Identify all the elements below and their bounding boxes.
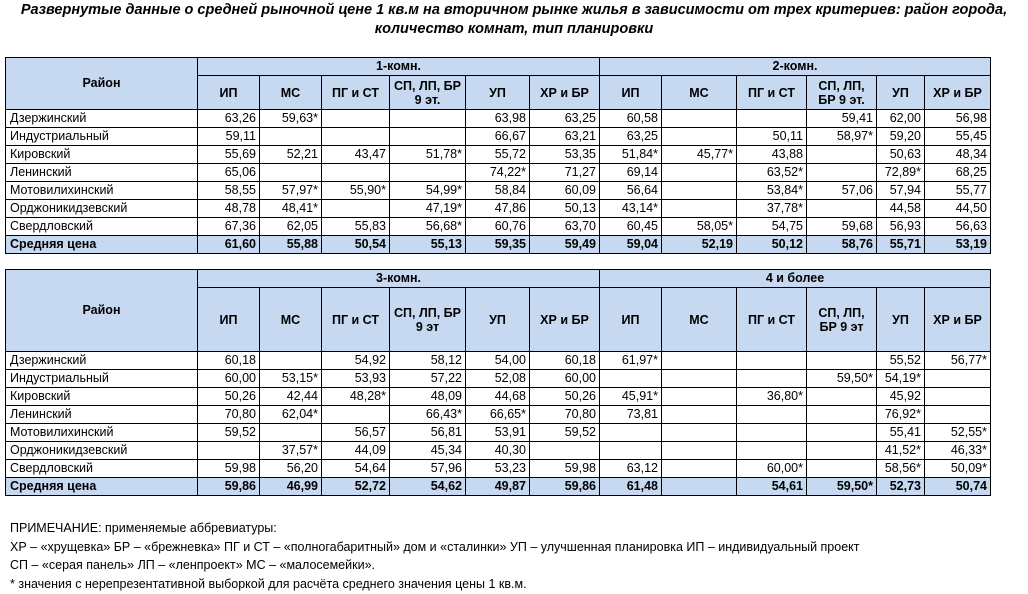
district-row bbox=[6, 352, 991, 370]
group-header-row bbox=[6, 270, 991, 288]
layout-type-header: УП bbox=[466, 288, 530, 352]
price-cell: 53,15* bbox=[260, 370, 322, 388]
price-cell bbox=[662, 478, 737, 496]
room-group-header: 1-комн. bbox=[198, 58, 600, 76]
price-cell: 50,54 bbox=[322, 236, 390, 254]
price-cell: 63,70 bbox=[530, 218, 600, 236]
price-cell: 53,91 bbox=[466, 424, 530, 442]
price-cell: 62,05 bbox=[260, 218, 322, 236]
price-cell: 58,97* bbox=[807, 128, 877, 146]
price-cell: 53,35 bbox=[530, 146, 600, 164]
layout-type-header: ИП bbox=[198, 288, 260, 352]
price-cell: 48,34 bbox=[925, 146, 991, 164]
price-cell bbox=[600, 370, 662, 388]
district-name: Средняя цена bbox=[6, 478, 198, 496]
district-name: Средняя цена bbox=[6, 236, 198, 254]
price-cell: 54,19* bbox=[877, 370, 925, 388]
price-cell: 59,20 bbox=[877, 128, 925, 146]
price-cell: 46,99 bbox=[260, 478, 322, 496]
price-cell: 61,97* bbox=[600, 352, 662, 370]
layout-type-header: МС bbox=[662, 288, 737, 352]
district-name: Ленинский bbox=[6, 164, 198, 182]
price-cell: 59,50* bbox=[807, 478, 877, 496]
price-cell: 50,13 bbox=[530, 200, 600, 218]
price-cell: 58,76 bbox=[807, 236, 877, 254]
price-cell bbox=[662, 352, 737, 370]
price-cell: 66,67 bbox=[466, 128, 530, 146]
layout-type-header: СП, ЛП, БР 9 эт. bbox=[390, 76, 466, 110]
price-cell: 54,61 bbox=[737, 478, 807, 496]
price-cell: 54,62 bbox=[390, 478, 466, 496]
layout-type-header: ПГ и СТ bbox=[322, 76, 390, 110]
price-cell bbox=[390, 128, 466, 146]
price-cell: 53,93 bbox=[322, 370, 390, 388]
district-name: Орджоникидзевский bbox=[6, 442, 198, 460]
price-cell: 74,22* bbox=[466, 164, 530, 182]
price-cell bbox=[662, 164, 737, 182]
district-row bbox=[6, 164, 991, 182]
price-cell: 48,28* bbox=[322, 388, 390, 406]
price-table-3-4-rooms bbox=[5, 269, 991, 496]
district-row bbox=[6, 182, 991, 200]
price-cell: 36,80* bbox=[737, 388, 807, 406]
price-cell: 50,26 bbox=[198, 388, 260, 406]
price-cell: 63,98 bbox=[466, 110, 530, 128]
price-cell: 58,12 bbox=[390, 352, 466, 370]
price-cell: 56,57 bbox=[322, 424, 390, 442]
price-cell bbox=[390, 110, 466, 128]
price-cell: 60,00* bbox=[737, 460, 807, 478]
price-cell: 59,49 bbox=[530, 236, 600, 254]
price-cell: 37,57* bbox=[260, 442, 322, 460]
price-cell: 47,19* bbox=[390, 200, 466, 218]
room-group-header: 4 и более bbox=[600, 270, 991, 288]
price-cell: 58,84 bbox=[466, 182, 530, 200]
price-cell: 63,25 bbox=[600, 128, 662, 146]
page-title: Развернутые данные о средней рыночной цене 1 кв.м на вторичном рынке жилья в зависимости от трех критериев: район города, количество комнат, тип планировки bbox=[20, 2, 1008, 37]
price-cell: 43,47 bbox=[322, 146, 390, 164]
price-cell: 56,64 bbox=[600, 182, 662, 200]
price-cell: 55,88 bbox=[260, 236, 322, 254]
layout-type-header: ИП bbox=[198, 76, 260, 110]
price-cell bbox=[198, 442, 260, 460]
price-cell: 50,74 bbox=[925, 478, 991, 496]
price-cell: 45,92 bbox=[877, 388, 925, 406]
district-name: Дзержинский bbox=[6, 110, 198, 128]
price-cell: 71,27 bbox=[530, 164, 600, 182]
price-cell: 52,19 bbox=[662, 236, 737, 254]
price-cell: 52,72 bbox=[322, 478, 390, 496]
price-cell: 45,91* bbox=[600, 388, 662, 406]
price-cell: 60,09 bbox=[530, 182, 600, 200]
price-cell: 73,81 bbox=[600, 406, 662, 424]
price-cell: 62,04* bbox=[260, 406, 322, 424]
price-cell: 70,80 bbox=[198, 406, 260, 424]
price-cell: 63,12 bbox=[600, 460, 662, 478]
price-cell: 63,26 bbox=[198, 110, 260, 128]
price-cell: 59,50* bbox=[807, 370, 877, 388]
price-cell: 49,87 bbox=[466, 478, 530, 496]
price-cell: 37,78* bbox=[737, 200, 807, 218]
district-name: Дзержинский bbox=[6, 352, 198, 370]
price-cell: 55,69 bbox=[198, 146, 260, 164]
price-cell bbox=[260, 424, 322, 442]
price-cell bbox=[662, 182, 737, 200]
price-cell bbox=[925, 370, 991, 388]
layout-type-header: МС bbox=[662, 76, 737, 110]
price-cell: 53,23 bbox=[466, 460, 530, 478]
price-cell: 57,97* bbox=[260, 182, 322, 200]
price-cell: 47,86 bbox=[466, 200, 530, 218]
price-cell: 56,77* bbox=[925, 352, 991, 370]
price-cell: 55,52 bbox=[877, 352, 925, 370]
price-cell: 53,84* bbox=[737, 182, 807, 200]
price-cell: 42,44 bbox=[260, 388, 322, 406]
price-cell bbox=[662, 110, 737, 128]
price-cell: 59,52 bbox=[530, 424, 600, 442]
room-group-header: 2-комн. bbox=[600, 58, 991, 76]
price-cell: 56,63 bbox=[925, 218, 991, 236]
price-cell bbox=[530, 442, 600, 460]
price-cell: 63,25 bbox=[530, 110, 600, 128]
layout-type-header: ИП bbox=[600, 288, 662, 352]
price-cell: 69,14 bbox=[600, 164, 662, 182]
room-group-header: 3-комн. bbox=[198, 270, 600, 288]
price-cell bbox=[807, 406, 877, 424]
price-cell: 60,00 bbox=[198, 370, 260, 388]
price-cell bbox=[807, 146, 877, 164]
district-name: Кировский bbox=[6, 388, 198, 406]
price-cell: 70,80 bbox=[530, 406, 600, 424]
layout-type-header: УП bbox=[877, 288, 925, 352]
price-cell bbox=[737, 352, 807, 370]
price-cell bbox=[807, 388, 877, 406]
price-cell bbox=[737, 110, 807, 128]
price-cell bbox=[737, 370, 807, 388]
note-heading: ПРИМЕЧАНИЕ: применяемые аббревиатуры: bbox=[10, 521, 277, 535]
price-cell: 66,43* bbox=[390, 406, 466, 424]
layout-type-header: ХР и БР bbox=[925, 288, 991, 352]
price-cell: 48,78 bbox=[198, 200, 260, 218]
price-cell: 59,11 bbox=[198, 128, 260, 146]
price-cell: 59,68 bbox=[807, 218, 877, 236]
price-cell: 54,75 bbox=[737, 218, 807, 236]
price-cell: 56,20 bbox=[260, 460, 322, 478]
price-cell: 52,73 bbox=[877, 478, 925, 496]
group-header-row bbox=[6, 58, 991, 76]
price-cell: 50,12 bbox=[737, 236, 807, 254]
price-cell: 41,52* bbox=[877, 442, 925, 460]
price-cell: 55,90* bbox=[322, 182, 390, 200]
price-cell: 58,05* bbox=[662, 218, 737, 236]
price-cell bbox=[662, 424, 737, 442]
price-cell bbox=[737, 442, 807, 460]
price-cell bbox=[737, 424, 807, 442]
price-cell: 55,45 bbox=[925, 128, 991, 146]
district-header: Район bbox=[6, 270, 198, 352]
price-cell bbox=[662, 200, 737, 218]
district-row bbox=[6, 424, 991, 442]
price-cell bbox=[260, 352, 322, 370]
price-cell: 48,09 bbox=[390, 388, 466, 406]
layout-type-header: ПГ и СТ bbox=[322, 288, 390, 352]
price-cell bbox=[260, 164, 322, 182]
district-name: Свердловский bbox=[6, 218, 198, 236]
layout-type-header: УП bbox=[466, 76, 530, 110]
price-cell bbox=[662, 128, 737, 146]
price-cell bbox=[322, 164, 390, 182]
layout-type-header: ХР и БР bbox=[530, 288, 600, 352]
price-cell: 58,56* bbox=[877, 460, 925, 478]
price-cell bbox=[600, 424, 662, 442]
price-cell: 45,34 bbox=[390, 442, 466, 460]
price-cell: 43,88 bbox=[737, 146, 807, 164]
price-cell: 57,96 bbox=[390, 460, 466, 478]
district-name: Кировский bbox=[6, 146, 198, 164]
price-cell: 63,52* bbox=[737, 164, 807, 182]
price-cell bbox=[807, 460, 877, 478]
price-cell: 76,92* bbox=[877, 406, 925, 424]
layout-type-header: МС bbox=[260, 76, 322, 110]
abbreviations-note bbox=[10, 519, 860, 593]
price-cell: 59,52 bbox=[198, 424, 260, 442]
price-cell: 55,71 bbox=[877, 236, 925, 254]
price-cell bbox=[807, 164, 877, 182]
price-cell bbox=[322, 128, 390, 146]
price-cell: 54,92 bbox=[322, 352, 390, 370]
price-cell: 55,83 bbox=[322, 218, 390, 236]
price-cell: 52,55* bbox=[925, 424, 991, 442]
price-cell: 46,33* bbox=[925, 442, 991, 460]
district-name: Индустриальный bbox=[6, 128, 198, 146]
price-cell: 61,60 bbox=[198, 236, 260, 254]
price-cell bbox=[807, 200, 877, 218]
district-row bbox=[6, 406, 991, 424]
price-cell: 60,58 bbox=[600, 110, 662, 128]
district-name: Свердловский bbox=[6, 460, 198, 478]
price-cell: 72,89* bbox=[877, 164, 925, 182]
price-cell bbox=[737, 406, 807, 424]
price-cell: 40,30 bbox=[466, 442, 530, 460]
price-cell: 60,18 bbox=[530, 352, 600, 370]
district-row bbox=[6, 128, 991, 146]
note-line: ХР – «хрущевка» БР – «брежневка» ПГ и СТ – «полногабаритный» дом и «сталинки» УП – улучшенная планировка ИП – индивидуальный проект bbox=[10, 539, 860, 554]
note-line: * значения с нерепрезентативной выборкой для расчёта среднего значения цены 1 кв.м. bbox=[10, 576, 527, 591]
price-cell: 59,86 bbox=[198, 478, 260, 496]
district-row bbox=[6, 388, 991, 406]
average-price-row bbox=[6, 236, 991, 254]
price-cell: 59,04 bbox=[600, 236, 662, 254]
price-cell: 59,41 bbox=[807, 110, 877, 128]
price-cell: 45,77* bbox=[662, 146, 737, 164]
layout-type-header: ХР и БР bbox=[925, 76, 991, 110]
price-cell: 50,09* bbox=[925, 460, 991, 478]
price-cell bbox=[662, 406, 737, 424]
price-cell: 57,94 bbox=[877, 182, 925, 200]
note-line: СП – «серая панель» ЛП – «ленпроект» МС – «малосемейки». bbox=[10, 558, 375, 572]
layout-type-header: МС bbox=[260, 288, 322, 352]
price-cell: 54,99* bbox=[390, 182, 466, 200]
district-row bbox=[6, 200, 991, 218]
price-cell bbox=[322, 200, 390, 218]
price-cell bbox=[925, 388, 991, 406]
layout-type-header: СП, ЛП, БР 9 эт bbox=[390, 288, 466, 352]
price-cell: 54,64 bbox=[322, 460, 390, 478]
district-name: Ленинский bbox=[6, 406, 198, 424]
price-cell: 57,22 bbox=[390, 370, 466, 388]
price-cell: 56,81 bbox=[390, 424, 466, 442]
price-cell: 50,26 bbox=[530, 388, 600, 406]
price-cell: 48,41* bbox=[260, 200, 322, 218]
price-cell: 58,55 bbox=[198, 182, 260, 200]
price-cell bbox=[390, 164, 466, 182]
price-cell: 59,98 bbox=[198, 460, 260, 478]
price-cell: 63,21 bbox=[530, 128, 600, 146]
layout-type-header: СП, ЛП, БР 9 эт bbox=[807, 288, 877, 352]
price-cell: 51,78* bbox=[390, 146, 466, 164]
average-price-row bbox=[6, 478, 991, 496]
layout-type-header: СП, ЛП, БР 9 эт. bbox=[807, 76, 877, 110]
price-cell: 51,84* bbox=[600, 146, 662, 164]
price-cell bbox=[662, 442, 737, 460]
price-cell: 66,65* bbox=[466, 406, 530, 424]
layout-type-header: ИП bbox=[600, 76, 662, 110]
price-cell: 50,63 bbox=[877, 146, 925, 164]
price-cell: 65,06 bbox=[198, 164, 260, 182]
price-cell: 59,98 bbox=[530, 460, 600, 478]
layout-type-header: ХР и БР bbox=[530, 76, 600, 110]
price-cell bbox=[662, 460, 737, 478]
price-cell: 67,36 bbox=[198, 218, 260, 236]
price-cell: 44,50 bbox=[925, 200, 991, 218]
price-cell: 60,45 bbox=[600, 218, 662, 236]
price-cell: 52,08 bbox=[466, 370, 530, 388]
price-cell: 60,18 bbox=[198, 352, 260, 370]
price-cell bbox=[600, 442, 662, 460]
district-name: Орджоникидзевский bbox=[6, 200, 198, 218]
price-cell: 57,06 bbox=[807, 182, 877, 200]
district-row bbox=[6, 442, 991, 460]
district-row bbox=[6, 218, 991, 236]
district-row bbox=[6, 370, 991, 388]
district-name: Индустриальный bbox=[6, 370, 198, 388]
price-cell: 59,86 bbox=[530, 478, 600, 496]
price-cell bbox=[807, 424, 877, 442]
price-cell: 59,35 bbox=[466, 236, 530, 254]
price-cell: 60,76 bbox=[466, 218, 530, 236]
price-cell: 55,41 bbox=[877, 424, 925, 442]
price-cell: 44,09 bbox=[322, 442, 390, 460]
price-cell: 44,68 bbox=[466, 388, 530, 406]
district-header: Район bbox=[6, 58, 198, 110]
layout-type-header: ПГ и СТ bbox=[737, 76, 807, 110]
price-cell: 52,21 bbox=[260, 146, 322, 164]
district-name: Мотовилихинский bbox=[6, 424, 198, 442]
price-cell: 50,11 bbox=[737, 128, 807, 146]
district-row bbox=[6, 110, 991, 128]
district-row bbox=[6, 146, 991, 164]
price-cell: 61,48 bbox=[600, 478, 662, 496]
layout-type-header: ПГ и СТ bbox=[737, 288, 807, 352]
layout-type-header: УП bbox=[877, 76, 925, 110]
price-cell bbox=[662, 370, 737, 388]
district-row bbox=[6, 460, 991, 478]
price-cell: 53,19 bbox=[925, 236, 991, 254]
price-cell: 60,00 bbox=[530, 370, 600, 388]
price-cell: 44,58 bbox=[877, 200, 925, 218]
price-cell: 68,25 bbox=[925, 164, 991, 182]
price-cell: 56,68* bbox=[390, 218, 466, 236]
price-cell: 56,98 bbox=[925, 110, 991, 128]
price-cell bbox=[322, 110, 390, 128]
price-cell: 62,00 bbox=[877, 110, 925, 128]
price-cell bbox=[322, 406, 390, 424]
price-cell: 55,77 bbox=[925, 182, 991, 200]
price-cell: 43,14* bbox=[600, 200, 662, 218]
price-cell: 55,13 bbox=[390, 236, 466, 254]
district-name: Мотовилихинский bbox=[6, 182, 198, 200]
price-cell: 59,63* bbox=[260, 110, 322, 128]
price-cell bbox=[807, 352, 877, 370]
price-cell bbox=[662, 388, 737, 406]
price-table-1-2-rooms bbox=[5, 57, 991, 254]
price-cell bbox=[807, 442, 877, 460]
price-cell: 54,00 bbox=[466, 352, 530, 370]
price-cell bbox=[260, 128, 322, 146]
price-cell: 56,93 bbox=[877, 218, 925, 236]
price-cell: 55,72 bbox=[466, 146, 530, 164]
price-cell bbox=[925, 406, 991, 424]
